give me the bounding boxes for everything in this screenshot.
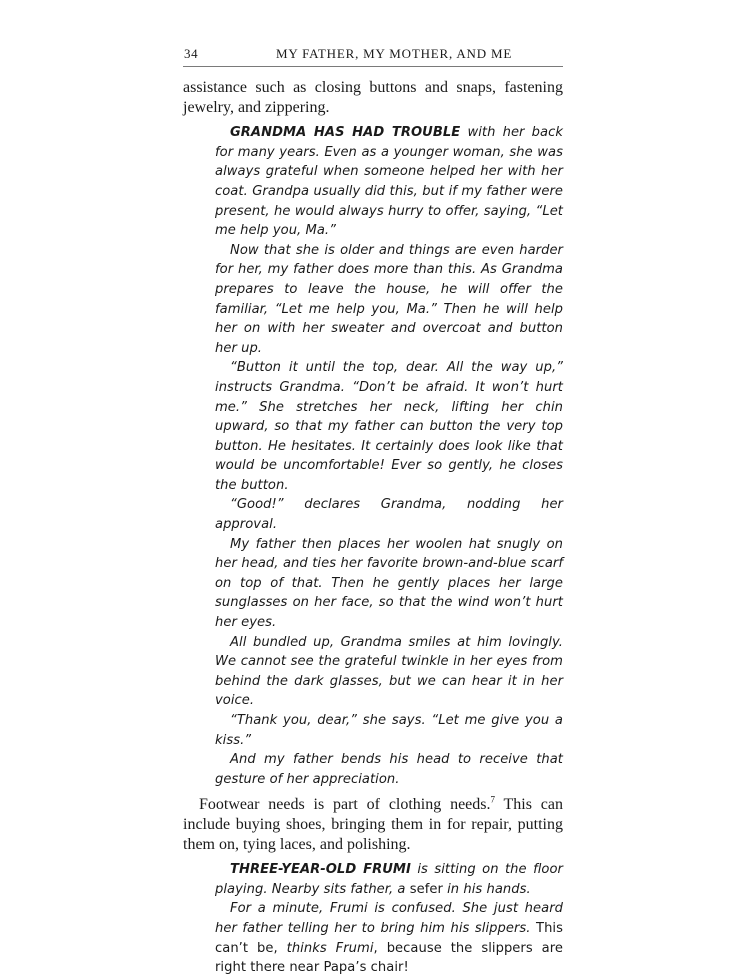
story-text: with her back for many years. Even as a younger woman, she was always grateful when someone helped her with her coat. Grandpa usually did this, but if my father were present, he would always hurry to offer, saying, “Let me help you, Ma.” bbox=[215, 125, 563, 239]
story-thought: This can’t be, bbox=[215, 920, 563, 956]
story-text: thinks Frumi bbox=[277, 940, 374, 956]
story-paragraph bbox=[183, 123, 563, 241]
story-paragraph: “Good!” declares Grandma, nodding her approval. bbox=[215, 497, 563, 533]
story-paragraph bbox=[183, 860, 563, 899]
story-text: is sitting on the floor playing. Nearby sits father, a bbox=[215, 862, 563, 897]
body-paragraph bbox=[183, 795, 563, 854]
page-number: 34 bbox=[184, 46, 199, 61]
story-lead-in: THREE-YEAR-OLD FRUMI bbox=[230, 862, 411, 878]
story-text: , because the slippers are right there near Papa’s chair! bbox=[215, 940, 563, 976]
story-text: in his hands. bbox=[442, 881, 531, 897]
page-body bbox=[183, 78, 563, 978]
story-paragraph: And my father bends his head to receive that gesture of her appreciation. bbox=[215, 752, 563, 787]
story-paragraph bbox=[183, 899, 563, 977]
page-header bbox=[183, 44, 563, 67]
story-text: For a minute, Frumi is confused. She just heard her father telling her to bring him his slippers. bbox=[215, 901, 563, 936]
story-paragraph: “Thank you, dear,” she says. “Let me give you a kiss.” bbox=[215, 713, 563, 748]
body-paragraph: assistance such as closing buttons and snaps, fastening jewelry, and zippering. bbox=[183, 79, 563, 116]
running-title: MY FATHER, MY MOTHER, AND ME bbox=[276, 46, 513, 61]
footnote-marker: 7 bbox=[490, 795, 495, 806]
story-paragraph: Now that she is older and things are even harder for her, my father does more than this. As Grandma prepares to leave the house, he will offer the familiar, “Let me help you, Ma.” Then he will help her on with her sweater and overcoat and button her up. bbox=[215, 242, 563, 356]
story-paragraph: My father then places her woolen hat snugly on her head, and ties her favorite brown-and-blue scarf on top of that. Then he gently places her large sunglasses on her face, so that the wind won’t hurt her eyes. bbox=[215, 536, 563, 631]
body-text: Footwear needs is part of clothing needs. bbox=[199, 796, 491, 814]
story-term: sefer bbox=[409, 881, 443, 897]
story-paragraph: All bundled up, Grandma smiles at him lovingly. We cannot see the grateful twinkle in her eyes from behind the dark glasses, but we can hear it in her voice. bbox=[215, 634, 563, 709]
body-text: This can include buying shoes, bringing them in for repair, putting them on, tying laces, and polishing. bbox=[183, 796, 563, 853]
story-lead-in: GRANDMA HAS HAD TROUBLE bbox=[230, 125, 461, 141]
story-paragraph: “Button it until the top, dear. All the way up,” instructs Grandma. “Don’t be afraid. It won’t hurt me.” She stretches her neck, lifting her chin upward, so that my father can button the very top button. He hesitates. It certainly does look like that would be uncomfortable! Ever so gently, he closes the button. bbox=[215, 360, 563, 493]
